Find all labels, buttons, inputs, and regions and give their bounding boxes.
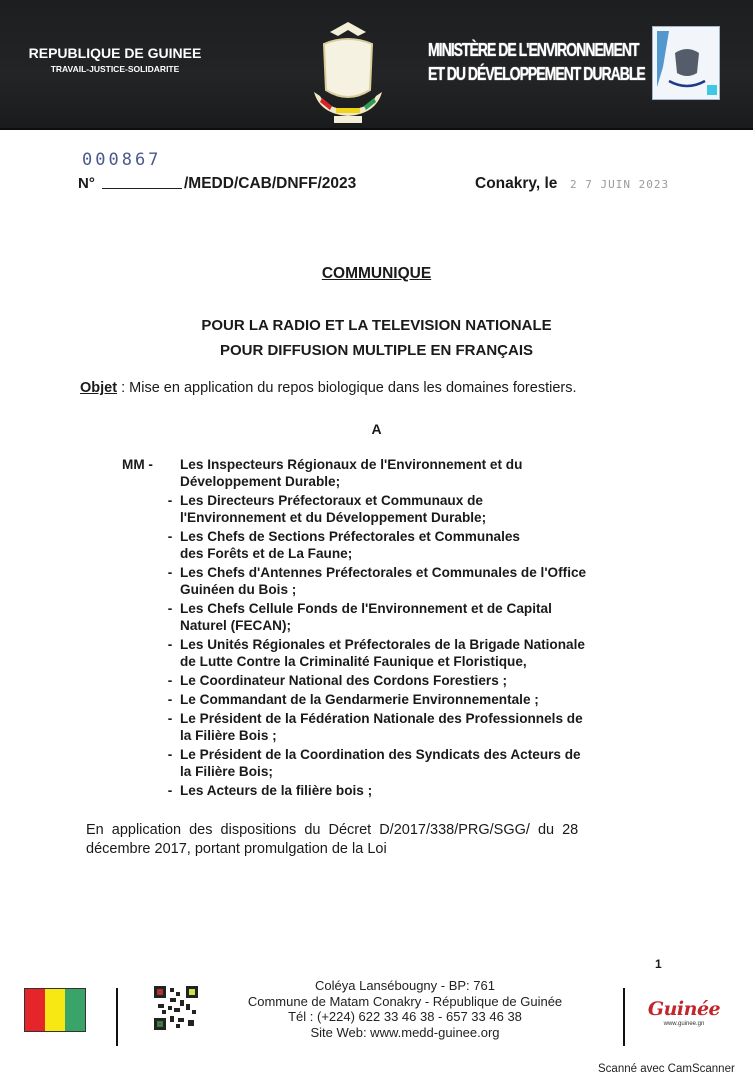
letterhead-banner bbox=[0, 0, 753, 130]
address-line-2: Commune de Matam Conakry - République de Guinée bbox=[247, 993, 563, 1009]
recipient-line: la Filière Bois ; bbox=[180, 728, 277, 743]
recipient-line: Les Chefs de Sections Préfectorales et Communales bbox=[180, 529, 520, 544]
document-title bbox=[0, 264, 753, 284]
recipient-line: Le Commandant de la Gendarmerie Environnementale ; bbox=[180, 692, 539, 707]
mm-label: MM - bbox=[122, 457, 153, 472]
republic-title: REPUBLIQUE DE GUINEE bbox=[28, 45, 202, 61]
flag-yellow-band bbox=[45, 989, 65, 1031]
recipient-line: Les Inspecteurs Régionaux de l'Environnement et du bbox=[180, 457, 523, 472]
recipient-line: de Lutte Contre la Criminalité Faunique et Floristique, bbox=[180, 654, 527, 669]
recipient-line: Les Acteurs de la filière bois ; bbox=[180, 783, 373, 798]
subject-line bbox=[80, 378, 577, 398]
ministry-line-1: MINISTÈRE DE L'ENVIRONNEMENT bbox=[428, 40, 639, 60]
address-website[interactable]: Site Web: www.medd-guinee.org bbox=[310, 1024, 500, 1040]
body-line-2: décembre 2017, portant promulgation de la Loi bbox=[86, 841, 387, 857]
addressee-marker: A bbox=[371, 421, 382, 437]
reference-code: /MEDD/CAB/DNFF/2023 bbox=[184, 175, 357, 192]
recipient-item bbox=[160, 636, 670, 670]
page-number: 1 bbox=[655, 957, 662, 971]
recipient-item bbox=[160, 691, 670, 708]
address-phone: Tél : (+224) 622 33 46 38 - 657 33 46 38 bbox=[288, 1009, 522, 1024]
recipient-line: Le Coordinateur National des Cordons Forestiers ; bbox=[180, 673, 508, 688]
coat-of-arms-icon bbox=[300, 18, 396, 128]
recipient-item bbox=[160, 564, 670, 598]
recipient-line: la Filière Bois; bbox=[180, 764, 273, 779]
reference-row bbox=[78, 150, 698, 200]
bullet-dash: - bbox=[167, 747, 173, 762]
recipient-line: Naturel (FECAN); bbox=[180, 618, 292, 633]
subject-text: : Mise en application du repos biologique dans les domaines forestiers. bbox=[117, 380, 577, 396]
bullet-dash: - bbox=[167, 711, 173, 726]
bullet-dash: - bbox=[167, 565, 173, 580]
bullet-dash: - bbox=[167, 673, 173, 688]
bullet-dash: - bbox=[167, 783, 173, 798]
recipient-line: Le Président de la Fédération Nationale des Professionnels de bbox=[180, 711, 583, 726]
guinee-brand-url: www.guinee.gn bbox=[663, 1021, 705, 1027]
ministry-name bbox=[428, 38, 645, 86]
address-line-1: Coléya Lansébougny - BP: 761 bbox=[315, 978, 495, 993]
recipient-item bbox=[160, 710, 670, 744]
recipient-item bbox=[160, 528, 670, 562]
recipient-item bbox=[160, 600, 670, 634]
guinee-brand-word: Guinée bbox=[647, 998, 721, 1020]
guinea-flag-icon bbox=[24, 988, 86, 1032]
bullet-dash: - bbox=[167, 637, 173, 652]
footer-divider bbox=[116, 988, 118, 1046]
subtitle-line-2: POUR DIFFUSION MULTIPLE EN FRANÇAIS bbox=[219, 342, 534, 359]
bullet-dash: - bbox=[167, 493, 173, 508]
recipient-item bbox=[160, 746, 670, 780]
reference-blank-line bbox=[102, 188, 182, 189]
recipient-line: Les Directeurs Préfectoraux et Communaux de bbox=[180, 493, 483, 508]
recipient-line: Développement Durable; bbox=[180, 474, 341, 489]
footer-address bbox=[210, 978, 600, 1040]
recipient-item bbox=[160, 782, 670, 799]
recipient-line: Le Président de la Coordination des Syndicats des Acteurs de bbox=[180, 747, 581, 762]
recipient-line: Les Unités Régionales et Préfectorales de la Brigade Nationale bbox=[180, 637, 585, 652]
reference-label: N° bbox=[78, 175, 95, 192]
guinee-brand-logo bbox=[644, 998, 724, 1028]
recipient-line: Les Chefs d'Antennes Préfectorales et Communales de l'Office bbox=[180, 565, 587, 580]
footer-divider bbox=[623, 988, 625, 1046]
body-line-1: En application des dispositions du Décret D/2017/338/PRG/SGG/ du 28 bbox=[86, 822, 579, 838]
recipient-item bbox=[160, 456, 670, 490]
bullet-dash: - bbox=[167, 692, 173, 707]
bullet-dash: - bbox=[167, 529, 173, 544]
recipient-line: Les Chefs Cellule Fonds de l'Environnement et de Capital bbox=[180, 601, 552, 616]
recipient-line: l'Environnement et du Développement Durable; bbox=[180, 510, 487, 525]
recipient-list bbox=[160, 456, 670, 801]
flag-red-band bbox=[25, 989, 45, 1031]
place-label: Conakry, le bbox=[475, 175, 558, 192]
recipient-item bbox=[160, 492, 670, 526]
republic-motto: TRAVAIL-JUSTICE-SOLIDARITE bbox=[50, 64, 180, 74]
ministry-logo-icon bbox=[652, 26, 720, 100]
subtitle-line-1: POUR LA RADIO ET LA TELEVISION NATIONALE bbox=[201, 317, 552, 334]
date-stamp: 2 7 JUIN 2023 bbox=[570, 178, 670, 191]
recipient-item bbox=[160, 672, 670, 689]
subject-label: Objet bbox=[80, 380, 118, 396]
document-title-text: COMMUNIQUE bbox=[321, 265, 432, 282]
qr-code-icon[interactable] bbox=[154, 986, 198, 1030]
ministry-line-2: ET DU DÉVELOPPEMENT DURABLE bbox=[428, 64, 645, 84]
recipient-line: Guinéen du Bois ; bbox=[180, 582, 297, 597]
reference-number-stamp: 000867 bbox=[82, 150, 162, 170]
recipient-line: des Forêts et de La Faune; bbox=[180, 546, 353, 561]
flag-green-band bbox=[65, 989, 85, 1031]
bullet-dash: - bbox=[167, 601, 173, 616]
body-paragraph bbox=[86, 821, 662, 859]
camscanner-watermark: Scanné avec CamScanner bbox=[598, 1063, 735, 1075]
